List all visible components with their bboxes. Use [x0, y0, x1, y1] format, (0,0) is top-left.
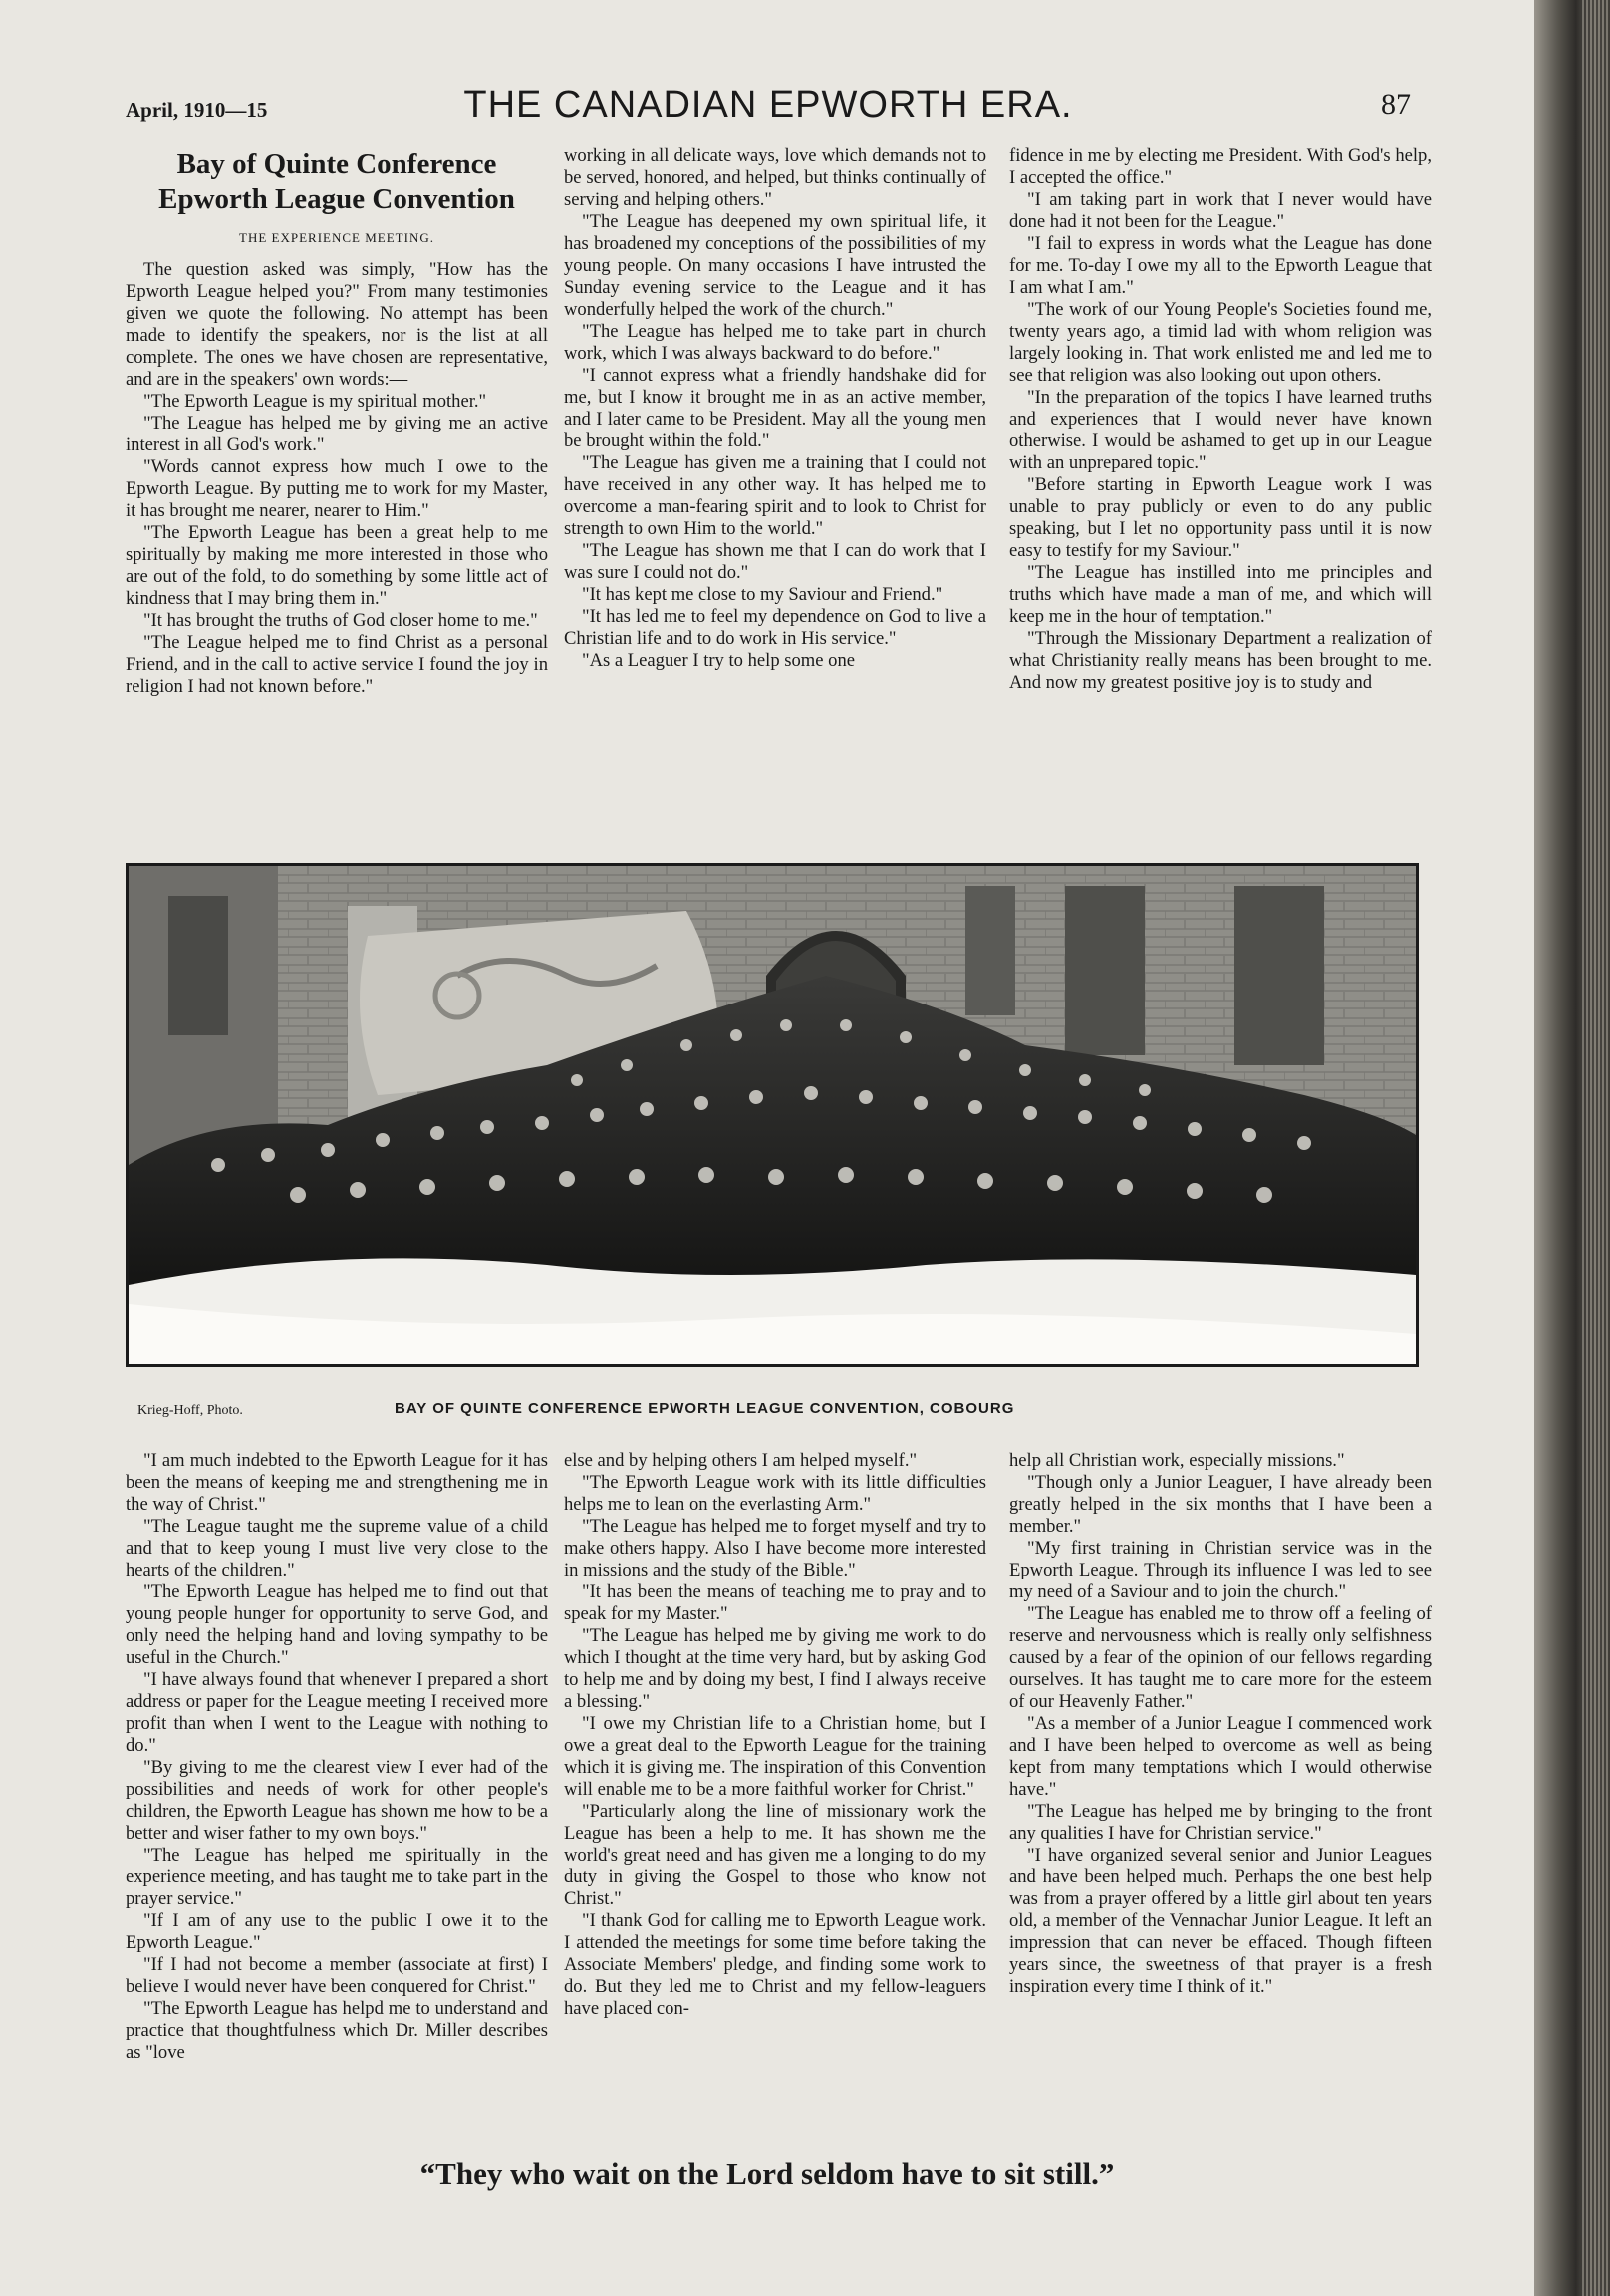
- photo-credit: Krieg-Hoff, Photo.: [137, 1403, 243, 1418]
- testimony-paragraph: "The Epworth League has been a great help to me spiritually by making me more interested in those who are out of the fold, to do something by some little act of kindness that I may bring them in.": [126, 522, 548, 609]
- column-1-bottom: [126, 1450, 548, 2064]
- testimony-paragraph: The question asked was simply, "How has the Epworth League helped you?" From many testimonies given we quote the following. No attempt has been made to identify the speakers, nor is the list at all complete. The ones we have chosen are representative, and are in the speakers' own words:—: [126, 259, 548, 390]
- section-heading: THE EXPERIENCE MEETING.: [239, 230, 434, 245]
- photo-image: [129, 866, 1416, 1364]
- testimony-paragraph: "In the preparation of the topics I have learned truths and experiences that I would never have known otherwise. I would be ashamed to get up in our League with an unprepared topic.": [1009, 387, 1432, 473]
- testimony-paragraph: "As a Leaguer I try to help some one: [582, 650, 856, 671]
- testimony-paragraph: "The League has helped me spiritually in the experience meeting, and has taught me to take part in the prayer service.": [126, 1845, 548, 1909]
- column-1-top-text: [126, 259, 548, 698]
- testimony-paragraph: "I am taking part in work that I never would have done had it not been for the League.": [1009, 189, 1432, 232]
- testimony-paragraph: "The League has helped me to take part in church work, which I was always backward to do before.": [564, 321, 986, 364]
- testimony-paragraph: "The League has shown me that I can do work that I was sure I could not do.": [564, 540, 986, 583]
- column-1-top: [126, 145, 548, 698]
- testimony-paragraph: "The League has helped me by giving me work to do which I thought at the time very hard, but by asking God to help me and by doing my best, I find I always receive a blessing.": [564, 1625, 986, 1712]
- column-3-bottom-text: [1009, 1450, 1432, 1998]
- column-1-bottom-text: [126, 1450, 548, 2064]
- footer-quote: “They who wait on the Lord seldom have to sit still.”: [419, 2156, 1115, 2191]
- testimony-paragraph: "I am much indebted to the Epworth League for it has been the means of keeping me and strengthening me in the way of Christ.": [126, 1450, 548, 1515]
- issue-date: April, 1910—15: [126, 98, 268, 122]
- column-2-top-text: [564, 145, 986, 672]
- testimony-paragraph: "If I am of any use to the public I owe it to the Epworth League.": [126, 1910, 548, 1953]
- testimony-paragraph: "I have organized several senior and Junior Leagues and have been helped much. Perhaps the one best help was from a prayer offered by a little girl about ten years old, a member of the Vennachar Junior League. It left an impression that can never be effaced. Though fifteen years since, the sweetness of that prayer is a fresh inspiration every time I think of it.": [1009, 1845, 1432, 1997]
- testimony-paragraph: "If I had not become a member (associate at first) I believe I would never have been conquered for Christ.": [126, 1954, 548, 1997]
- testimony-paragraph: "By giving to me the clearest view I ever had of the possibilities and needs of work for other people's children, the Epworth League has shown me how to be a better and wiser father to my own boys.": [126, 1757, 548, 1844]
- testimony-paragraph: "As a member of a Junior League I commenced work and I have been helped to overcome as well as being kept from many temptations which I would otherwise have.": [1009, 1713, 1432, 1800]
- testimony-paragraph: working in all delicate ways, love which demands not to be served, honored, and helped, but thinks continually of serving and helping others.": [564, 145, 986, 210]
- page-number: 87: [1381, 88, 1411, 121]
- testimony-paragraph: "The Epworth League work with its little difficulties helps me to lean on the everlasting Arm.": [564, 1472, 986, 1515]
- testimony-paragraph: "The Epworth League has helpd me to understand and practice that thoughtfulness which Dr. Miller describes as "love: [126, 1998, 548, 2063]
- book-spine: [1534, 0, 1610, 2296]
- column-3-bottom: [1009, 1450, 1432, 1998]
- testimony-paragraph: "It has brought the truths of God closer home to me.": [143, 610, 538, 631]
- testimony-paragraph: "It has been the means of teaching me to pray and to speak for my Master.": [564, 1581, 986, 1624]
- column-2-bottom: [564, 1450, 986, 2020]
- publication-title: THE CANADIAN EPWORTH ERA.: [463, 84, 1073, 126]
- testimony-paragraph: "Before starting in Epworth League work I was unable to pray publicly or even to do any public speaking, but I let no opportunity pass until it is now easy to testify for my Saviour.": [1009, 474, 1432, 561]
- page-edges: [1580, 0, 1610, 2296]
- testimony-paragraph: "The work of our Young People's Societies found me, twenty years ago, a timid lad with whom religion was largely looking in. That work enlisted me and led me to see that religion was also looking out upon others.: [1009, 299, 1432, 386]
- testimony-paragraph: "The League has helped me by bringing to the front any qualities I have for Christian service.": [1009, 1801, 1432, 1844]
- testimony-paragraph: "Through the Missionary Department a realization of what Christianity really means has been brought to me. And now my greatest positive joy is to study and: [1009, 628, 1432, 693]
- testimony-paragraph: "I cannot express what a friendly handshake did for me, but I know it brought me in as an active member, and I later came to be President. May all the young men be brought within the fold.": [564, 365, 986, 451]
- testimony-paragraph: "It has led me to feel my dependence on God to live a Christian life and to do work in His service.": [564, 606, 986, 649]
- article-title: Bay of Quinte Conference Epworth League Convention: [158, 148, 515, 215]
- column-2-bottom-text: [564, 1450, 986, 2020]
- column-2-top: [564, 145, 986, 672]
- testimony-paragraph: "Words cannot express how much I owe to the Epworth League. By putting me to work for my Master, it has brought me nearer, nearer to Him.": [126, 456, 548, 521]
- testimony-paragraph: "The League has instilled into me principles and truths which have made a man of me, and which will keep me in the hour of temptation.": [1009, 562, 1432, 627]
- testimony-paragraph: "The Epworth League is my spiritual mother.": [143, 391, 487, 412]
- testimony-paragraph: else and by helping others I am helped myself.": [564, 1450, 918, 1471]
- testimony-paragraph: "I have always found that whenever I prepared a short address or paper for the League meeting I received more profit than when I went to the League with nothing to do.": [126, 1669, 548, 1756]
- testimony-paragraph: "The League has helped me by giving me an active interest in all God's work.": [126, 413, 548, 455]
- testimony-paragraph: "The League has deepened my own spiritual life, it has broadened my conceptions of the possibilities of my young people. On many occasions I have intrusted the Sunday evening service to the League and it has wonderfully helped the work of the church.": [564, 211, 986, 320]
- convention-group-photo: [126, 863, 1419, 1367]
- testimony-paragraph: "I owe my Christian life to a Christian home, but I owe a great deal to the Epworth League for the training which it is giving me. The inspiration of this Convention will enable me to be a more faithful worker for Christ.": [564, 1713, 986, 1800]
- testimony-paragraph: "The League has enabled me to throw off a feeling of reserve and nervousness which is really only selfishness caused by a fear of the opinion of our fellows regarding ourselves. It has taught me to care more for the esteem of our Heavenly Father.": [1009, 1603, 1432, 1712]
- testimony-paragraph: "I fail to express in words what the League has done for me. To-day I owe my all to the Epworth League that I am what I am.": [1009, 233, 1432, 298]
- testimony-paragraph: help all Christian work, especially missions.": [1009, 1450, 1345, 1471]
- testimony-paragraph: "The League helped me to find Christ as a personal Friend, and in the call to active service I found the joy in religion I had not known before.": [126, 632, 548, 697]
- page-header: [126, 84, 1411, 134]
- photo-caption: BAY OF QUINTE CONFERENCE EPWORTH LEAGUE CONVENTION, COBOURG: [395, 1400, 1015, 1417]
- testimony-paragraph: "It has kept me close to my Saviour and Friend.": [582, 584, 943, 605]
- testimony-paragraph: fidence in me by electing me President. With God's help, I accepted the office.": [1009, 145, 1432, 188]
- testimony-paragraph: "Though only a Junior Leaguer, I have already been greatly helped in the six months that I have been a member.": [1009, 1472, 1432, 1537]
- testimony-paragraph: "The League has given me a training that I could not have received in any other way. It has helped me to overcome a man-fearing spirit and to look to Christ for strength to own Him to the world.": [564, 452, 986, 539]
- testimony-paragraph: "My first training in Christian service was in the Epworth League. Through its influence I was led to see my need of a Saviour and to join the church.": [1009, 1538, 1432, 1602]
- testimony-paragraph: "I thank God for calling me to Epworth League work. I attended the meetings for some time before taking the Associate Members' pledge, and finding some work to do. But they led me to Christ and my fellow-leaguers have placed con-: [564, 1910, 986, 2019]
- testimony-paragraph: "The League taught me the supreme value of a child and that to keep young I must live very close to the hearts of the children.": [126, 1516, 548, 1580]
- testimony-paragraph: "The Epworth League has helped me to find out that young people hunger for opportunity to serve God, and only need the helping hand and loving sympathy to be useful in the Church.": [126, 1581, 548, 1668]
- column-3-top-text: [1009, 145, 1432, 694]
- testimony-paragraph: "Particularly along the line of missionary work the League has been a help to me. It has shown me the world's great need and has given me a longing to do my duty in giving the Gospel to those who know not Christ.": [564, 1801, 986, 1909]
- column-3-top: [1009, 145, 1432, 694]
- testimony-paragraph: "The League has helped me to forget myself and try to make others happy. Also I have become more interested in missions and the study of the Bible.": [564, 1516, 986, 1580]
